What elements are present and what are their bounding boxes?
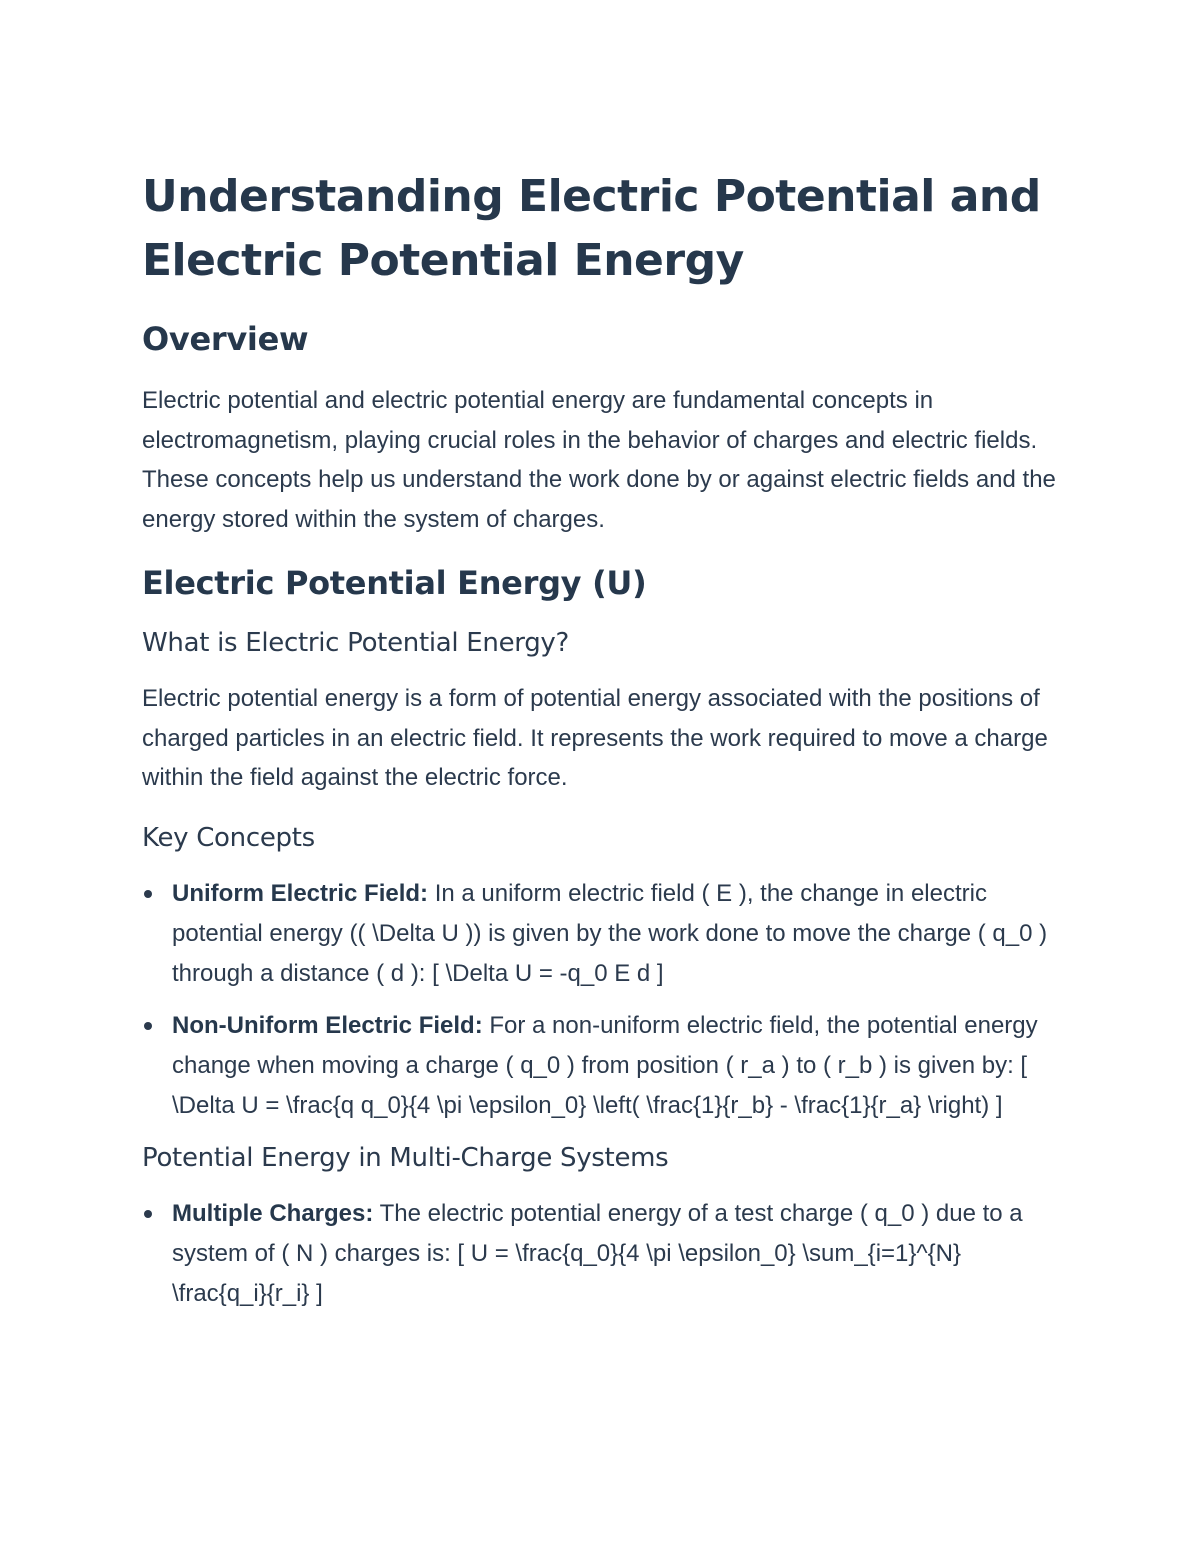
page-title: Understanding Electric Potential and Electric Potential Energy [142,171,1041,286]
list-item-text: The electric potential energy of a test charge ( q_0 ) due to a system of ( N ) charges is: [ U = \frac{q_0}{4 \pi \epsilon_0} \sum_{i=1}^{N} \frac{q_i}{r_i} ] [172,1199,1023,1307]
document-page [142,165,1062,1328]
epe-heading: Electric Potential Energy (U) [142,564,647,602]
key-concepts-heading: Key Concepts [142,822,315,853]
list-item-label: Uniform Electric Field: [172,879,429,907]
list-item-uniform-field [142,874,1062,994]
bullet-icon [144,1022,152,1030]
key-concepts-list [142,874,1062,1126]
overview-paragraph: Electric potential and electric potential energy are fundamental concepts in electromagnetism, playing crucial roles in the behavior of charges and electric fields. These concepts help us understand the work done by or against electric fields and the energy stored within the system of charges. [142,387,1056,533]
what-is-epe-heading: What is Electric Potential Energy? [142,628,570,658]
multi-charge-list [142,1194,1062,1314]
bullet-icon [144,1210,152,1218]
list-item-label: Multiple Charges: [172,1199,374,1227]
list-item-label: Non-Uniform Electric Field: [172,1011,483,1039]
overview-heading: Overview [142,320,309,358]
list-item-text: In a uniform electric field ( E ), the change in electric potential energy (( \Delta U )) is given by the work done to move the charge ( q_0 ) through a distance ( d ): [ \Delta U = -q_0 E d ] [172,879,1048,987]
list-item-non-uniform-field [142,1006,1062,1126]
list-item-multiple-charges [142,1194,1062,1314]
list-item-text: For a non-uniform electric field, the potential energy change when moving a charge ( q_0 ) from position ( r_a ) to ( r_b ) is given by: [ \Delta U = \frac{q q_0}{4 \pi \epsilon_0} \left( \frac{1}{r_b} - \frac{1}{r_a} \right) ] [172,1011,1038,1119]
what-is-epe-paragraph: Electric potential energy is a form of potential energy associated with the positions of charged particles in an electric field. It represents the work required to move a charge within the field against the electric force. [142,685,1048,791]
multi-charge-heading: Potential Energy in Multi-Charge Systems [142,1142,669,1173]
bullet-icon [144,890,152,898]
